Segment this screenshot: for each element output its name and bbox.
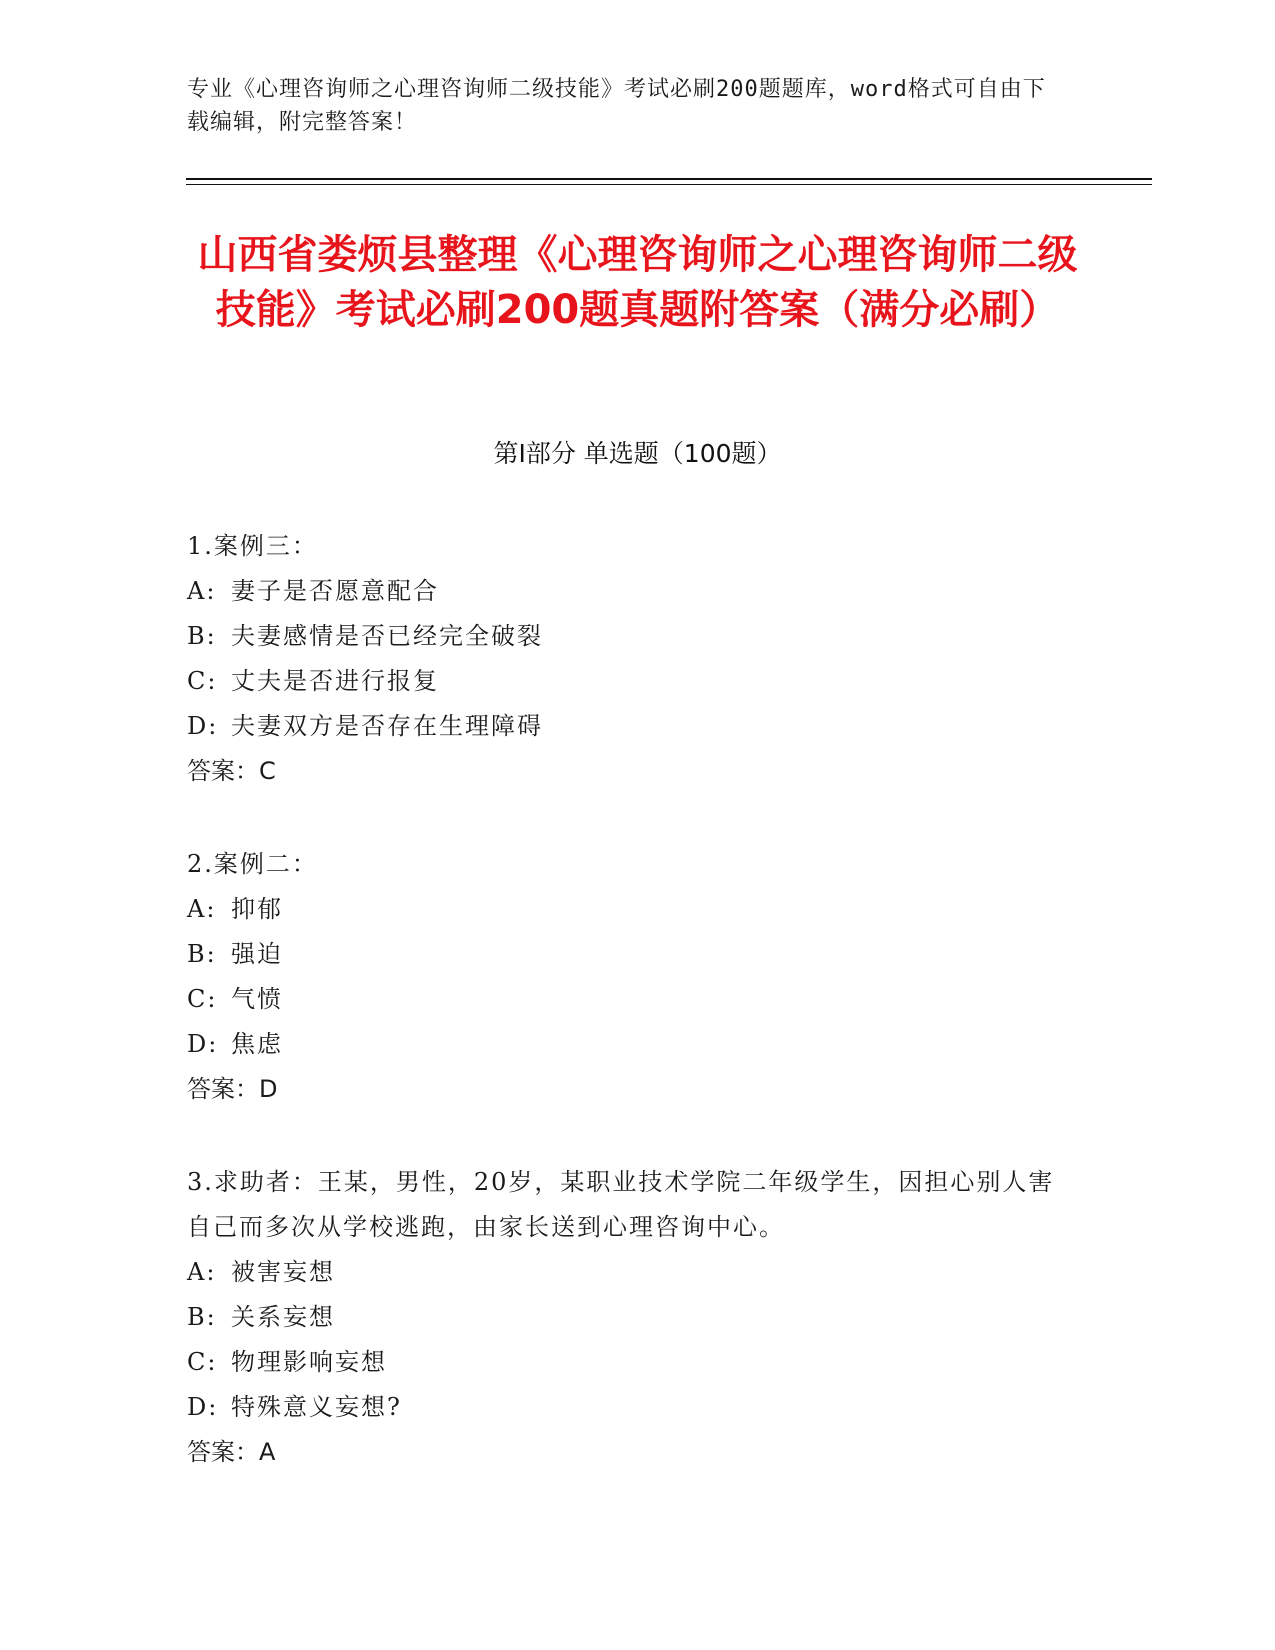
option-d [187,1385,1067,1430]
option-d [187,704,1067,749]
option-text: 关系妄想 [231,1303,335,1331]
option-text: 焦虑 [231,1030,283,1058]
document-intro-note: 专业《心理咨询师之心理咨询师二级技能》考试必刷200题题库，word格式可自由下载编辑，附完整答案！ [187,77,1046,135]
option-letter: A: [187,895,217,923]
question-2 [187,842,1067,1112]
answer-line: 答案：A [187,1438,276,1466]
option-letter: B: [187,940,217,968]
option-text: 夫妻感情是否已经完全破裂 [231,622,543,650]
section-title: 第Ⅰ部分 单选题（100题） [493,439,782,468]
option-letter: D: [187,712,219,740]
option-text: 抑郁 [231,895,283,923]
option-text: 妻子是否愿意配合 [231,577,439,605]
option-a [187,1250,1067,1295]
option-letter: C: [187,985,218,1013]
answer-line: 答案：D [187,1075,278,1103]
option-text: 物理影响妄想 [231,1348,387,1376]
option-letter: D: [187,1393,219,1421]
option-text: 夫妻双方是否存在生理障碍 [231,712,543,740]
option-c [187,977,1067,1022]
option-letter: B: [187,622,217,650]
header-divider-thick [186,178,1152,180]
option-text: 被害妄想 [231,1258,335,1286]
option-b [187,1295,1067,1340]
option-b [187,614,1067,659]
option-a [187,569,1067,614]
option-letter: A: [187,1258,217,1286]
answer-line: 答案：C [187,757,276,785]
option-text: 丈夫是否进行报复 [231,667,439,695]
header-divider-thin [186,184,1152,185]
option-d [187,1022,1067,1067]
option-c [187,659,1067,704]
option-b [187,932,1067,977]
question-stem: 2.案例二： [187,850,318,878]
option-a [187,887,1067,932]
option-text: 气愤 [231,985,283,1013]
option-letter: C: [187,1348,218,1376]
option-letter: A: [187,577,217,605]
question-1 [187,524,1067,794]
document-title: 山西省娄烦县整理《心理咨询师之心理咨询师二级技能》考试必刷200题真题附答案（满分必刷） [197,232,1078,333]
option-letter: C: [187,667,218,695]
question-stem: 1.案例三： [187,532,318,560]
question-stem: 3.求助者：王某，男性，20岁，某职业技术学院二年级学生，因担心别人害自己而多次从学校逃跑，由家长送到心理咨询中心。 [187,1168,1055,1241]
option-text: 强迫 [231,940,283,968]
option-c [187,1340,1067,1385]
option-letter: D: [187,1030,219,1058]
option-text: 特殊意义妄想? [231,1393,402,1421]
question-3 [187,1160,1067,1475]
option-letter: B: [187,1303,217,1331]
